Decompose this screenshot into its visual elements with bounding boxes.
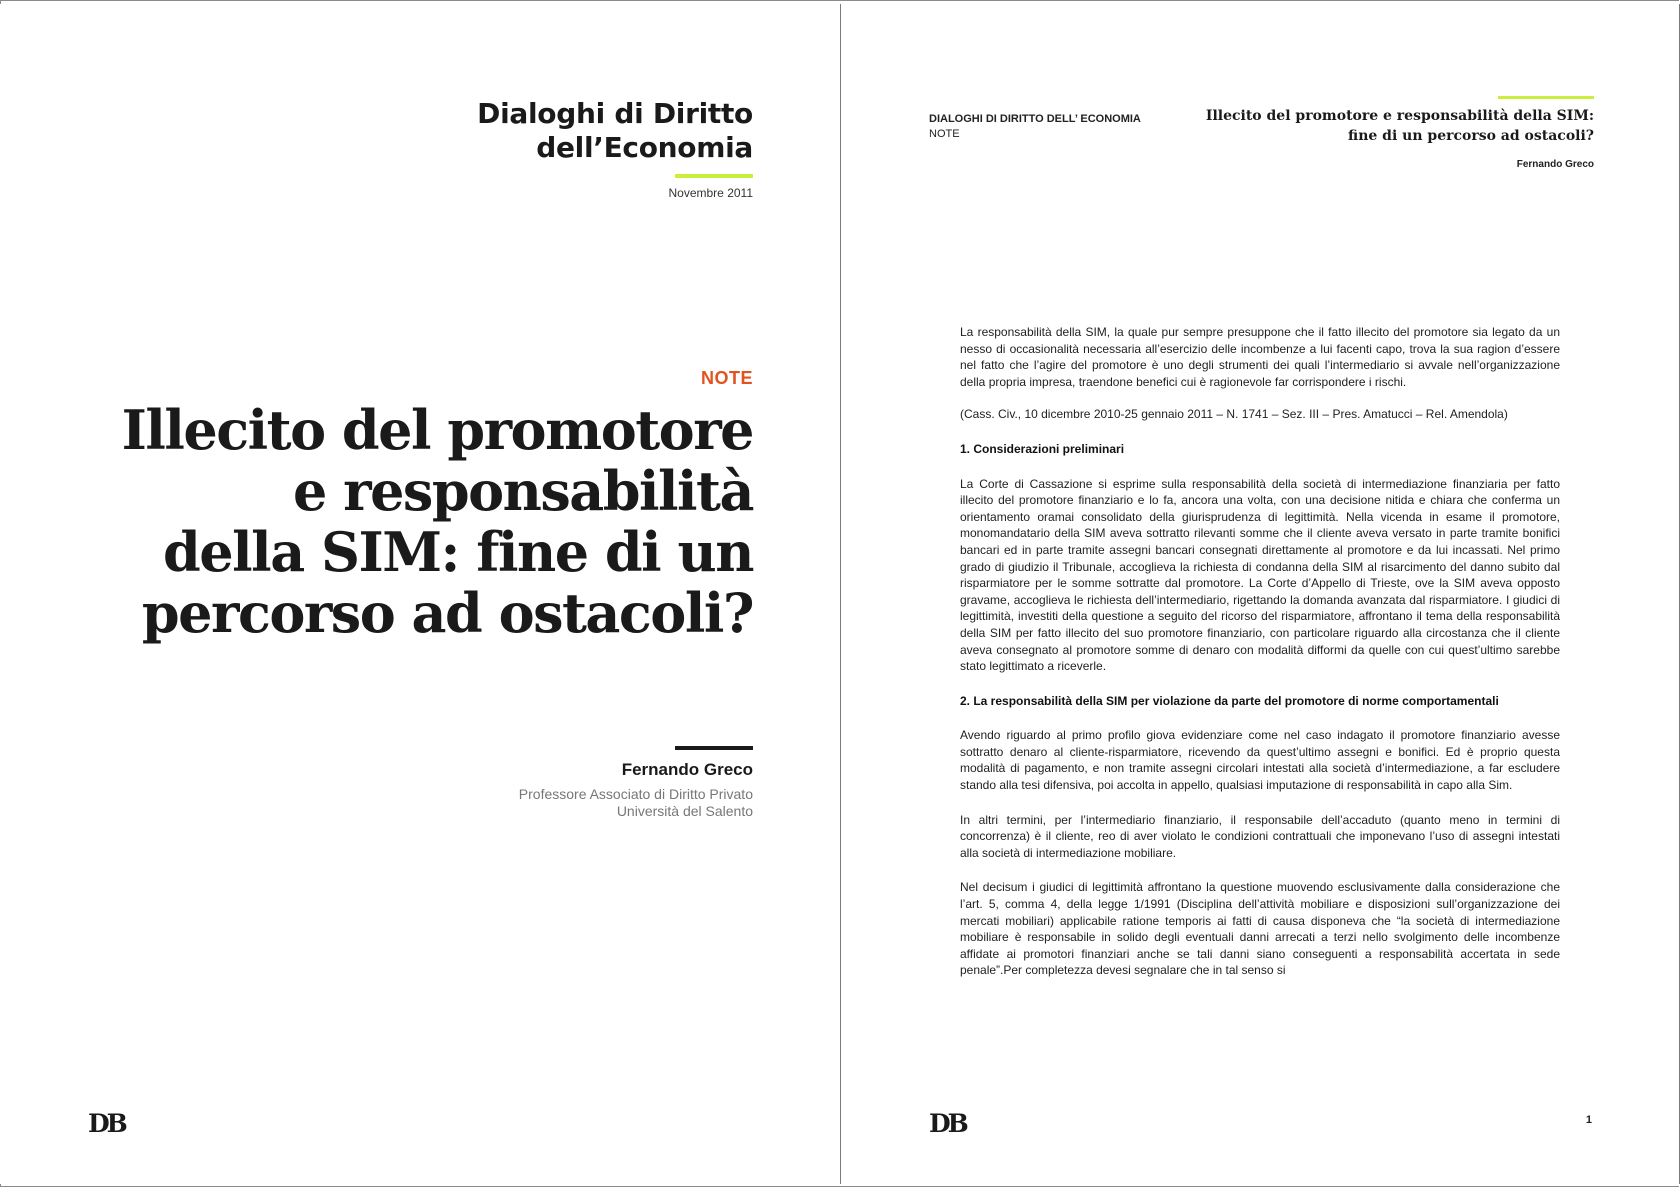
running-head-author: Fernando Greco (1516, 159, 1594, 170)
citation: (Cass. Civ., 10 dicembre 2010-25 gennaio 2011 – N. 1741 – Sez. III – Pres. Amatucci – Rel. Amendola) (960, 407, 1508, 422)
body-paragraph: Avendo riguardo al primo profilo giova evidenziare come nel caso indagato il promotore finanziario avesse sottratto denaro al cliente-risparmiatore, ricevendo da quest’ultimo assegni e bonifici. Ed è proprio questa modalità di pagamento, e non tramite assegni circolari intestati alla società d’intermediazione, a far escludere stando alla tesi difensiva, poi accolta in appello, qualsiasi imputazione di responsabilità in capo alla Sim. (960, 728, 1560, 793)
section-heading: 1. Considerazioni preliminari (960, 441, 1125, 456)
massima-paragraph: La responsabilità della SIM, la quale pur sempre presuppone che il fatto illecito del promotore sia legato da un nesso di occasionalità necessaria all’esercizio delle incombenze a lui facenti capo, trova la sua ragion d’essere nel fatto che l’agire del promotore è uno degli strumenti dei quali l’intermediario si avvale nell’organizzazione della propria impresa, traendone benefici cui è ragionevole far corrispondere i rischi. (960, 325, 1560, 389)
article-body (960, 324, 1560, 997)
body-paragraph: In altri termini, per l’intermediario finanziario, il responsabile dell’accaduto (quanto meno in termini di concorrenza) è il cliente, reo di aver violato le condizioni contrattuali che imponevano l’uso di assegni intestati alla società di intermediazione mobiliare. (960, 812, 1560, 860)
section-heading: 2. La responsabilità della SIM per violazione da parte del promotore di norme comportamentali (960, 693, 1499, 708)
author-affiliation: Università del Salento (616, 803, 753, 819)
article-title (122, 400, 753, 644)
article-title-line: Illecito del promotore (121, 398, 753, 462)
running-head-journal: DIALOGHI DI DIRITTO DELL’ ECONOMIA (929, 113, 1141, 125)
running-head-title-line: fine di un percorso ad ostacoli? (1348, 128, 1594, 144)
author-divider (675, 746, 753, 750)
article-title-line: della SIM: fine di un (163, 520, 753, 584)
section-label: NOTE (700, 368, 753, 388)
article-title-line: e responsabilità (292, 459, 753, 523)
running-head-section: NOTE (929, 128, 960, 140)
publisher-logo: DB (88, 1109, 125, 1138)
publisher-logo: DB (929, 1109, 966, 1138)
body-paragraph: La Corte di Cassazione si esprime sulla responsabilità della società di intermediazione finanziaria per fatto illecito del promotore finanziario e lo fa, ancora una volta, con una decisione nitida e chiara che conferma un orientamento oramai consolidato della giurisprudenza di legittimità. Nella vicenda in esame il promotore, monomandatario della SIM aveva sottratto rilevanti somme che il cliente aveva versato in parte tramite bonifici bancari ed in parte tramite assegni bancari consegnati direttamente al promotore e da lui incassati. Nel primo grado di giudizio il Tribunale, accoglieva la richiesta di condanna della SIM al risarcimento del danno subito dal risparmiatore per le somme sottratte dal promotore. La Corte d’Appello di Trieste, ove la SIM aveva opposto gravame, accoglieva le richiesta dell’intermediario, rigettando la domanda avanzata dal risparmiatore. I giudici di legittimità, investiti della questione a seguito del ricorso del risparmiatore, affrontano il tema della responsabilità della SIM per fatto illecito del suo promotore finanziario, con particolare riguardo alla circostanza che il cliente aveva consegnato al promotore somme di denaro con modalità difformi da quelle con cui quest’ultimo sarebbe stato legittimato a riceverle. (960, 476, 1560, 674)
accent-bar (675, 174, 753, 178)
cover-page (0, 4, 840, 1184)
page-number: 1 (1585, 1114, 1592, 1126)
journal-title-line: dell’Economia (536, 131, 753, 164)
article-title-line: percorso ad ostacoli? (141, 581, 753, 645)
author-credentials (519, 786, 753, 820)
journal-title (477, 97, 753, 165)
journal-title-line: Dialoghi di Diritto (477, 97, 753, 130)
article-page (840, 4, 1680, 1184)
body-paragraph: Nel decisum i giudici di legittimità affrontano la questione muovendo esclusivamente dalla considerazione che l’art. 5, comma 4, della legge 1/1991 (Disciplina dell’attività mobiliare e disposizioni sull’organizzazione dei mercati mobiliari) applicabile ratione temporis ai fatti di causa disponeva che “la società di intermediazione mobiliare è responsabile in solido degli eventuali danni arrecati a terzi nello svolgimento delle incombenze affidate ai promotori finanziari anche se tali danni siano conseguenti a responsabilità accertata in sede penale”.Per completezza devesi segnalare che in tal senso si (960, 880, 1560, 978)
author-name: Fernando Greco (621, 760, 753, 779)
issue-date: Novembre 2011 (668, 186, 753, 200)
author-role: Professore Associato di Diritto Privato (518, 786, 753, 802)
running-head (929, 112, 1141, 142)
running-head-title (1206, 106, 1594, 146)
running-head-accent-bar (1498, 96, 1594, 99)
running-head-title-line: Illecito del promotore e responsabilità della SIM: (1205, 108, 1594, 124)
